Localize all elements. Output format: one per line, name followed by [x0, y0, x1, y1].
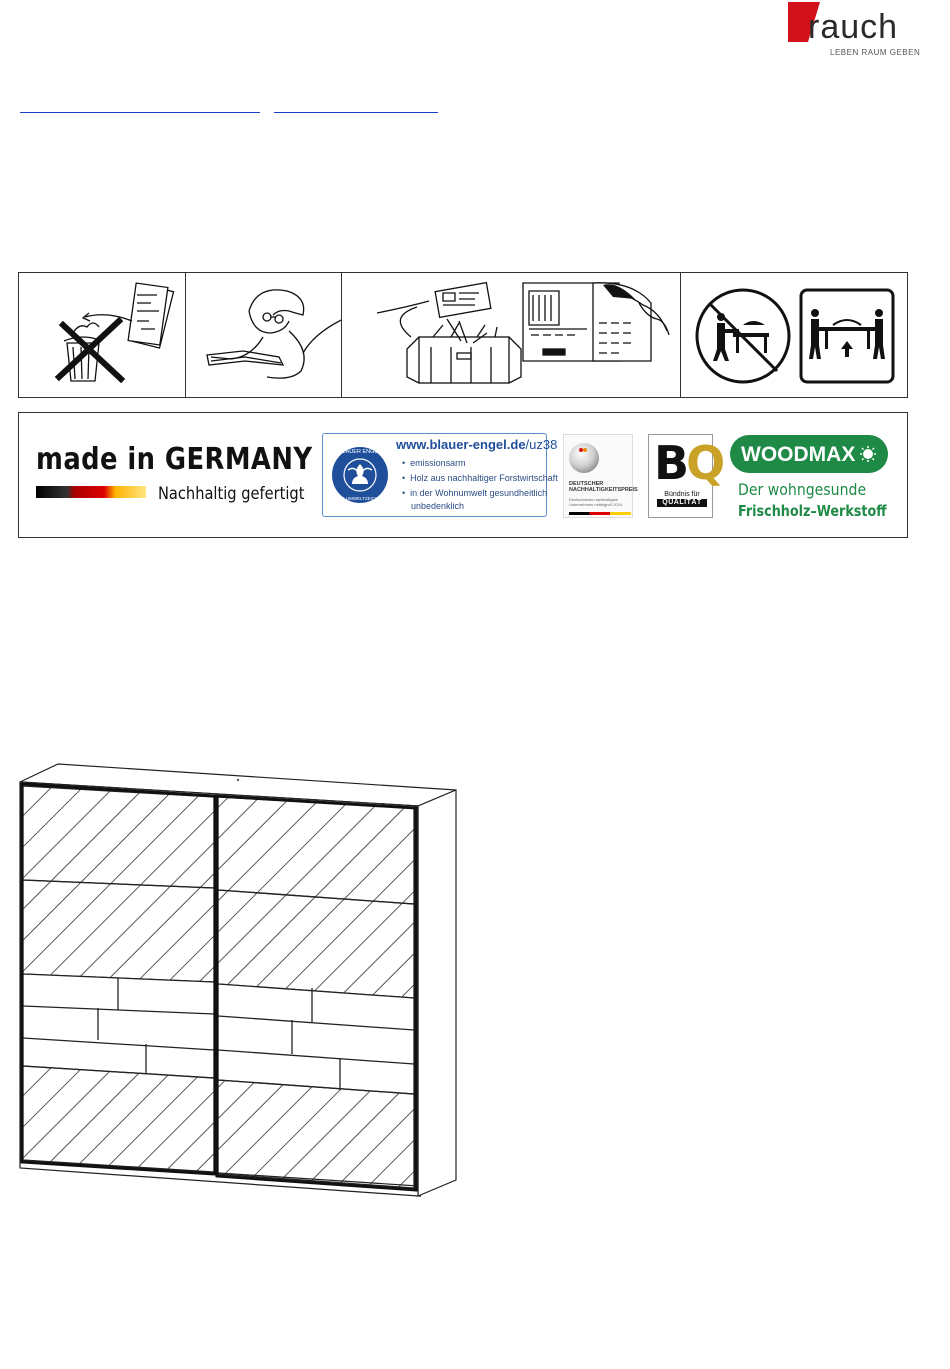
- bq-letters: [654, 436, 723, 490]
- sliding-door-wardrobe-drawing: [16, 760, 462, 1200]
- blauer-engel-seal-icon: [330, 436, 390, 514]
- blauer-engel-item-text: in der Wohnumwelt gesundheitlich: [410, 488, 548, 498]
- blauer-engel-item: • in der Wohnumwelt gesundheitlich: [402, 488, 548, 498]
- read-manual-icon: [191, 281, 341, 389]
- bq-letter-b: B: [654, 436, 687, 490]
- rauch-logo: [786, 2, 921, 60]
- seal-text-bottom: DAS UMWELTZEICHEN: [335, 496, 385, 501]
- blauer-engel-item: • Holz aus nachhaltiger Forstwirtschaft: [402, 473, 558, 483]
- seal-text-top: BLAUER ENGEL: [338, 449, 382, 455]
- trophy-sphere-icon: [566, 438, 602, 478]
- document-link-1[interactable]: [20, 112, 260, 113]
- bq-letter-q: Q: [686, 436, 723, 490]
- panel-divider: [185, 273, 186, 397]
- instructions-panel: [18, 272, 908, 398]
- url-main: www.blauer-engel.de: [396, 437, 526, 452]
- logo-mark: [788, 2, 808, 42]
- dnp-title-line2: NACHHALTIGKEITSPREIS: [569, 487, 638, 493]
- dnp-title-line1: DEUTSCHER: [569, 481, 604, 487]
- blauer-engel-item-text: unbedenklich: [411, 501, 465, 511]
- dnp-small-line2: Unternehmen mittelgroß 2014: [569, 502, 623, 507]
- made-in-germany-subtitle: Nachhaltig gefertigt: [158, 484, 305, 504]
- blauer-engel-item-text: emissionsarm: [410, 458, 466, 468]
- woodmax-line1: Der wohngesunde: [738, 480, 867, 499]
- blauer-engel-item: • emissionsarm: [402, 458, 466, 468]
- file-documents-icon: [347, 277, 677, 393]
- made-in-germany-title: made in GERMANY: [36, 442, 313, 477]
- blauer-engel-url: [396, 437, 557, 452]
- logo-brand-name: rauch: [808, 8, 899, 46]
- two-person-carry-icon: [687, 283, 903, 389]
- panel-divider: [680, 273, 681, 397]
- german-flag-gradient: [36, 486, 146, 498]
- bq-sub-line2: QUALITÄT: [657, 499, 707, 507]
- no-trash-icon: [37, 281, 177, 389]
- woodmax-sun-icon: [860, 446, 876, 462]
- logo-tagline: LEBEN RAUM GEBEN: [830, 48, 921, 57]
- bq-sub-line1: Bündnis für: [664, 491, 700, 498]
- woodmax-name: WOODMAX: [741, 443, 856, 466]
- dnp-small-line1: Deutschlands nachhaltigste: [569, 497, 618, 502]
- dnp-flag-strip: [569, 512, 631, 515]
- panel-divider: [341, 273, 342, 397]
- blauer-engel-item-text: Holz aus nachhaltiger Forstwirtschaft: [410, 473, 558, 483]
- document-link-2[interactable]: [274, 112, 438, 113]
- url-suffix: /uz38: [525, 437, 558, 452]
- woodmax-line2: Frischholz–Werkstoff: [738, 502, 887, 520]
